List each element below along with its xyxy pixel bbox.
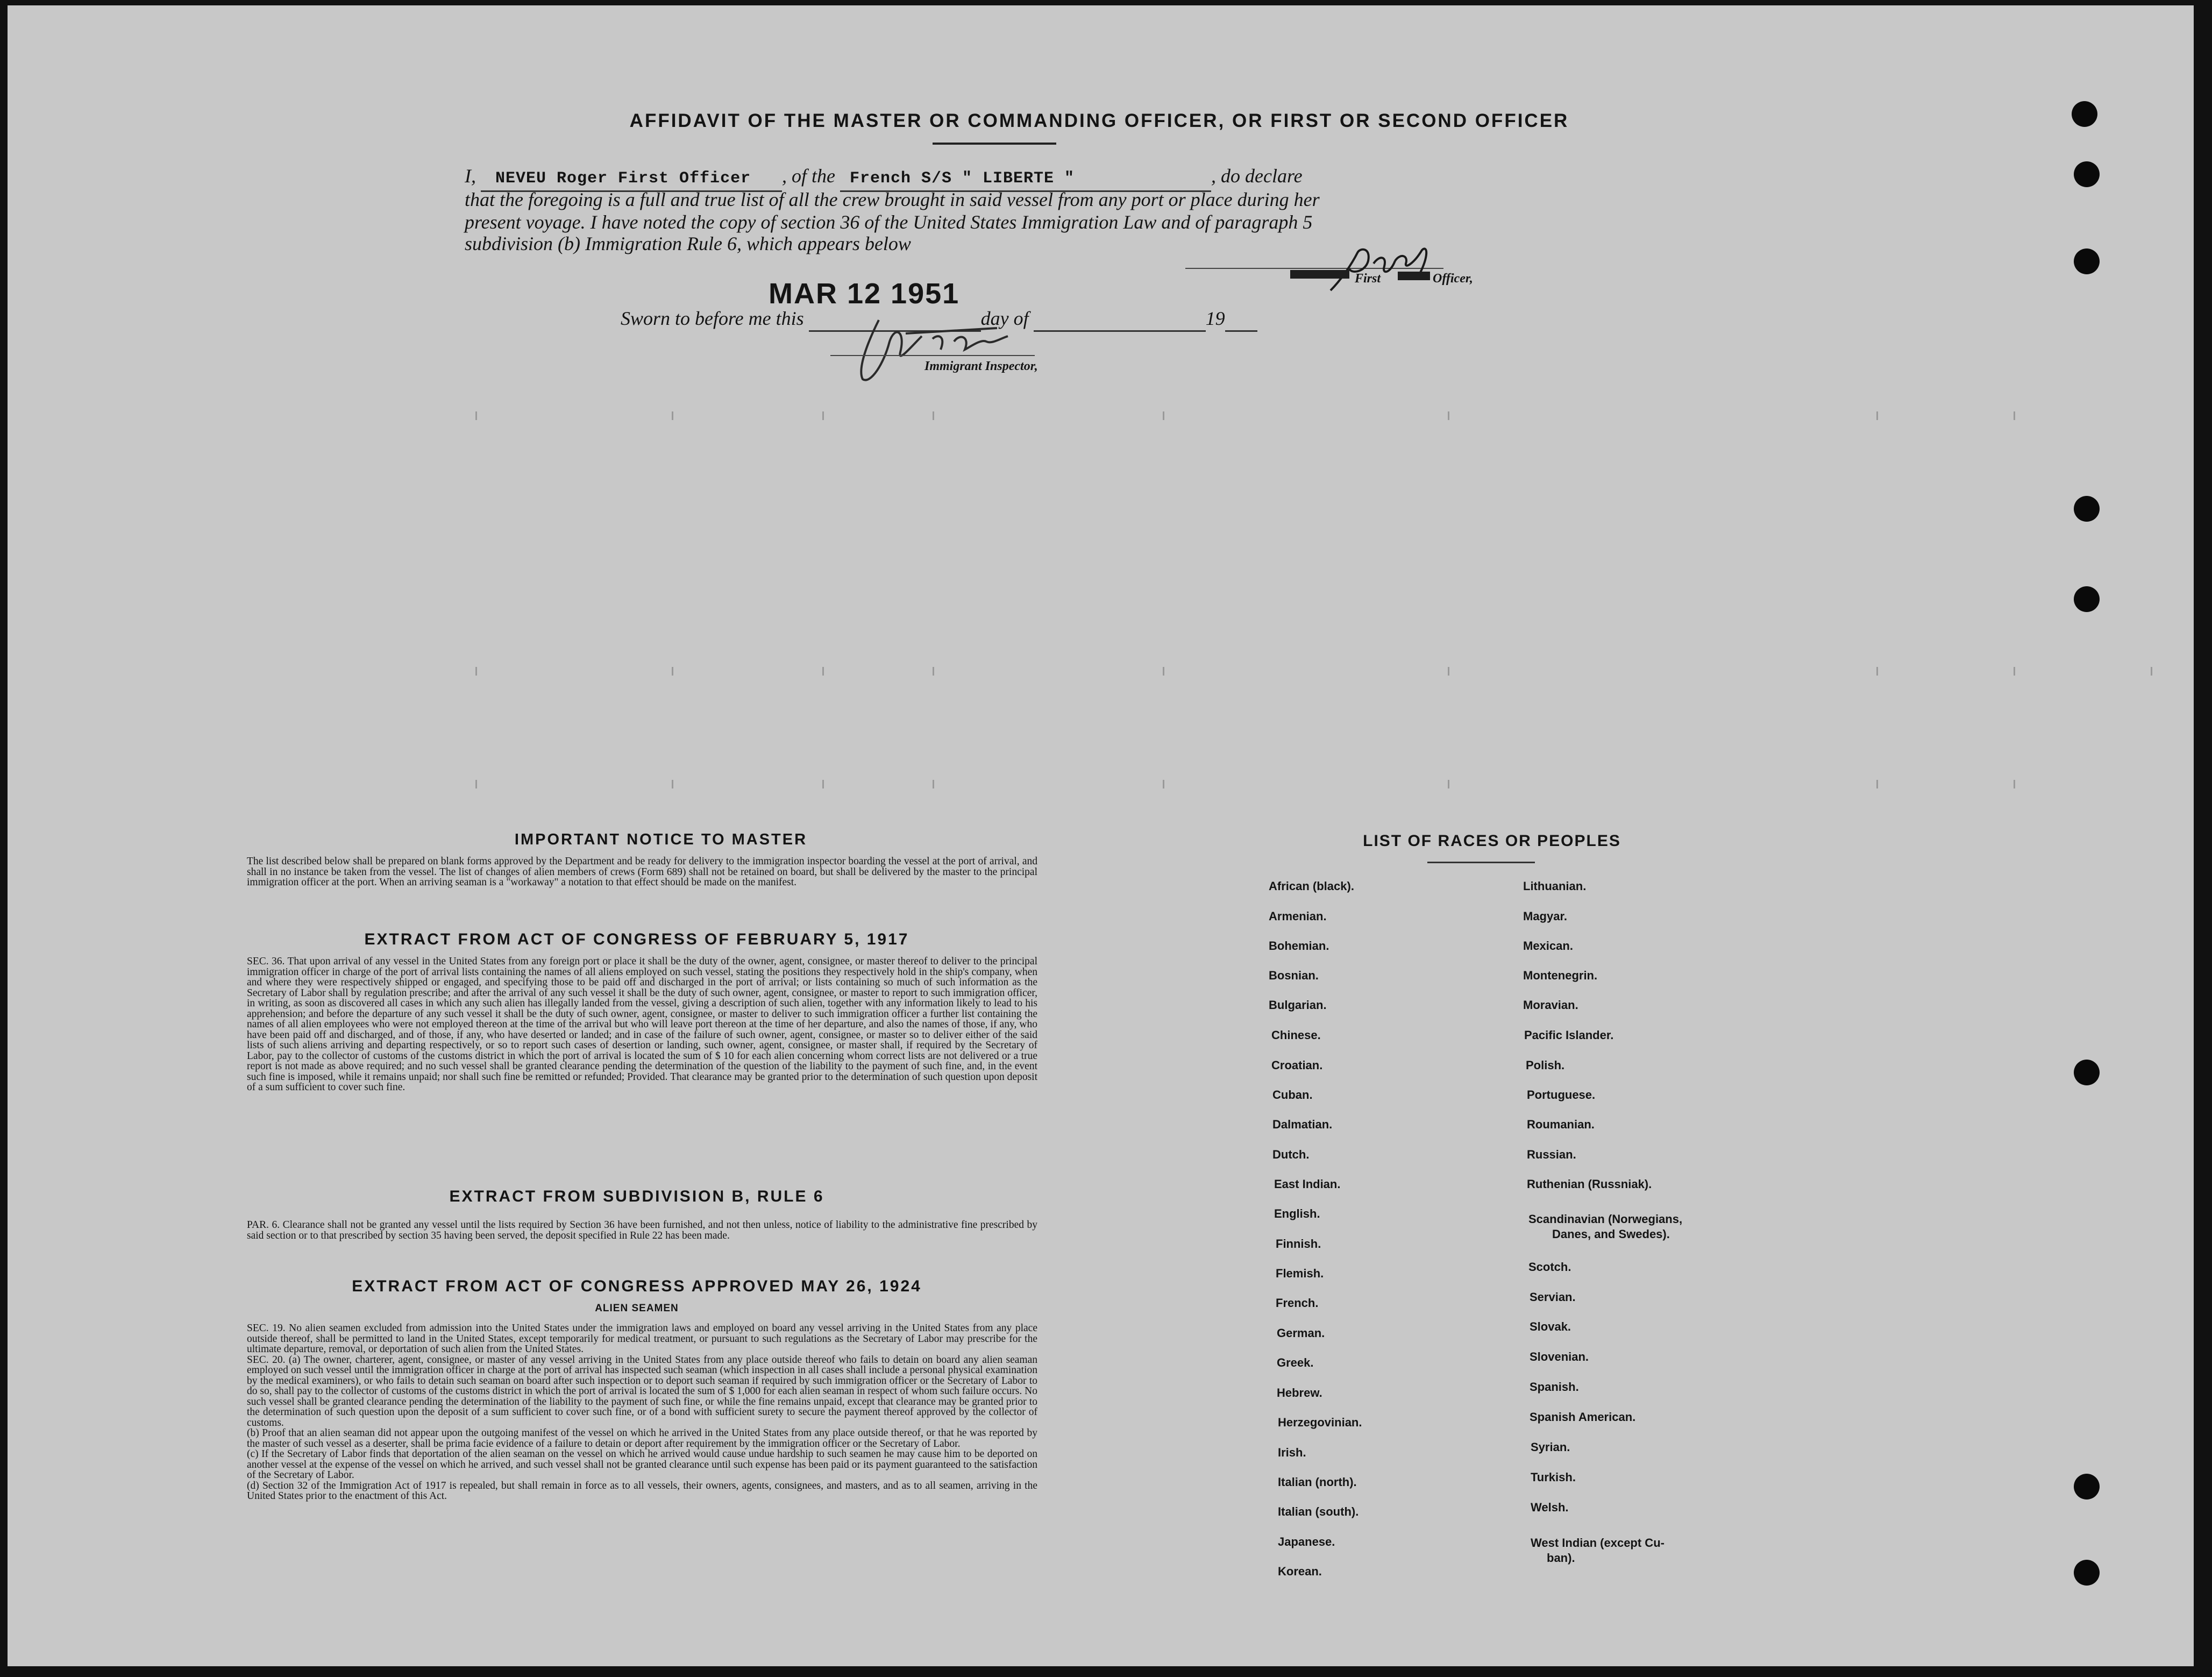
extract-1917-title: EXTRACT FROM ACT OF CONGRESS OF FEBRUARY 5, 1917 (364, 930, 909, 948)
sworn-month-field (1034, 307, 1206, 332)
redaction-bar-2 (1398, 272, 1430, 280)
title-underline (933, 143, 1056, 145)
affidavit-line-3: present voyage. I have noted the copy of section 36 of the United States Immigration Law and of paragraph 5 (465, 211, 1313, 233)
race-item: Finnish. (1276, 1237, 1321, 1250)
race-item: Slovak. (1530, 1320, 1571, 1333)
subdivision-b-title: EXTRACT FROM SUBDIVISION B, RULE 6 (449, 1188, 824, 1205)
sec-19-text: SEC. 19. No alien seamen excluded from admission into the United States under the immigration laws and employed on board any vessel arriving in the United States from any place outside thereof, shall be permitted to land in the United States, except temporarily for medical treatment, or pursuant to such regulations as the Secretary of Labor may prescribe for the ultimate departure, removal, or deportation of such alien from the United States. (247, 1323, 1037, 1355)
race-item: Montenegrin. (1523, 969, 1598, 982)
affidavit-title: AFFIDAVIT OF THE MASTER OR COMMANDING OFFICER, OR FIRST OR SECOND OFFICER (629, 110, 1569, 131)
sec-20b-text: (b) Proof that an alien seaman did not appear upon the outgoing manifest of the vessel on which he arrived in the United States from any place outside thereof, or that he was reported by the master of such vessel as a deserter, shall be prima facie evidence of a failure to detain or deport after requirement by the immigration officer or the Secretary of Labor. (247, 1427, 1037, 1449)
year-prefix: 19 (1205, 308, 1225, 329)
tick (475, 667, 477, 676)
punch-hole (2074, 496, 2100, 522)
race-item: Irish. (1278, 1446, 1306, 1459)
tick (475, 411, 477, 420)
tick (1448, 411, 1449, 420)
race-item: Croatian. (1271, 1058, 1323, 1072)
race-item: Mexican. (1523, 939, 1573, 953)
race-item: Bulgarian. (1269, 998, 1327, 1012)
tick (1163, 411, 1164, 420)
tick (933, 411, 934, 420)
races-title-underline (1427, 862, 1535, 863)
race-item: Slovenian. (1530, 1350, 1589, 1363)
date-stamp: MAR 12 1951 (769, 278, 960, 310)
race-item: German. (1277, 1326, 1325, 1340)
punch-hole (2074, 1474, 2100, 1500)
race-item: Spanish American. (1530, 1410, 1636, 1424)
extract-1917-text: SEC. 36. That upon arrival of any vessel in the United States from any foreign port or place it shall be the duty of the owner, agent, consignee, or master thereof to deliver to the principal immigration officer in charge of the port of arrival lists containing the names of all aliens employed on such vessel, stating the positions they respectively hold in the ship's company, when and where they were respectively shipped or engaged, and specifying those to be paid off and discharged in the port of arrival; or lists containing so much of such information as the Secretary of Labor shall by regulation prescribe; and after the arrival of any such vessel it shall be the duty of such owner, agent, consignee, or master to report to such immigration officer, in writing, as soon as discovered all cases in which any such alien has illegally landed from the vessel, giving a description of such alien, together with any information likely to lead to his apprehension; and before the departure of any such vessel it shall be the duty of such owner, agent, consignee, or master to deliver to such immigration officer a further list containing the names of all alien employees who were not employed thereon at the time of the arrival but who will leave port thereon at the time of her departure, and also the names of those, if any, who have been paid off and discharged, and of those, if any, who have deserted or landed; and in case of the failure of such owner, agent, consignee, or master so to deliver either of the said lists of such aliens arriving and departing respectively, or so to report such cases of desertion or landing, such owner, agent, consignee, or master shall, if required by the Secretary of Labor, pay to the collector of customs of the customs district in which the port of arrival is located the sum of $ 10 for each alien concerning whom correct lists are not delivered or a true report is not made as above required; and no such vessel shall be granted clearance pending the determination of the question of the liability to the payment of such fine, and, in the event such fine is imposed, while it remains unpaid; nor shall such fine be remitted or refunded; Provided. That clearance may be granted prior to the determination of such question upon deposit of a sum sufficient to cover such fine. (247, 956, 1037, 1093)
affidavit-line-4: subdivision (b) Immigration Rule 6, which appears below (465, 233, 911, 254)
tick (475, 780, 477, 788)
tick (1876, 780, 1878, 788)
race-item: Hebrew. (1277, 1386, 1322, 1399)
race-item: Dutch. (1272, 1148, 1310, 1161)
punch-hole (2072, 101, 2097, 127)
punch-hole (2074, 586, 2100, 612)
vessel-name: French S/S " LIBERTE " (849, 169, 1075, 188)
sec-20a-text: SEC. 20. (a) The owner, charterer, agent, consignee, or master of any vessel arriving in the United States from any place outside thereof who fails to detain on board any alien seaman employed on such vessel until the immigration officer in charge at the port of arrival has inspected such seaman (which inspection in all cases shall include a personal physical examination by the medical examiners), or who fails to detain such seaman on board after such inspection or to deport such seaman if required by such immigration officer or the Secretary of Labor to do so, shall pay to the collector of customs of the customs district in which the port of arrival is located the sum of $ 1,000 for each alien seaman in respect of whom such failure occurs. No such vessel shall be granted clearance pending the determination of the liability to the payment of such fine, or while the fine remains unpaid, except that clearance may be granted prior to the determination of such question upon the deposit of a sum sufficient to cover such fine, or of a bond with sufficient surety to secure the payment thereof approved by the collector of customs. (247, 1354, 1037, 1429)
race-item: East Indian. (1274, 1177, 1341, 1191)
tick (1163, 667, 1164, 676)
tick (933, 780, 934, 788)
race-item: Moravian. (1523, 998, 1578, 1012)
race-item: Pacific Islander. (1524, 1028, 1614, 1042)
race-item: Portuguese. (1527, 1088, 1596, 1102)
day-of-text: day of (980, 308, 1029, 329)
extract-1924-title: EXTRACT FROM ACT OF CONGRESS APPROVED MAY 26, 1924 (352, 1277, 922, 1295)
tick (933, 667, 934, 676)
race-item-continuation: ban). (1547, 1551, 1575, 1565)
race-item: Lithuanian. (1523, 879, 1587, 893)
race-item: French. (1276, 1296, 1319, 1310)
race-item: Chinese. (1271, 1028, 1321, 1042)
race-item: Polish. (1526, 1058, 1565, 1072)
tick (2014, 667, 2015, 676)
officer-name: NEVEU Roger First Officer (495, 169, 751, 188)
declare-text: , do declare (1211, 165, 1303, 187)
sec-20d-text: (d) Section 32 of the Immigration Act of 1917 is repealed, but shall remain in force as to all vessels, their owners, agents, consignees, and masters, and as to all seamen, arriving in the United States prior to the enactment of this Act. (247, 1480, 1037, 1502)
race-item: Ruthenian (Russniak). (1527, 1177, 1652, 1191)
race-item: African (black). (1269, 879, 1354, 893)
race-item: Spanish. (1530, 1380, 1579, 1394)
inspector-caption: Immigrant Inspector, (924, 359, 1038, 373)
race-item: West Indian (except Cu- (1531, 1536, 1665, 1550)
race-item: Magyar. (1523, 909, 1567, 923)
notice-title: IMPORTANT NOTICE TO MASTER (514, 831, 808, 848)
punch-hole (2074, 1060, 2100, 1085)
race-item: Italian (north). (1278, 1475, 1357, 1489)
punch-hole (2074, 1560, 2100, 1586)
race-item: Japanese. (1278, 1535, 1335, 1548)
of-the-text: , of the (782, 165, 835, 187)
tick (822, 667, 824, 676)
tick (672, 667, 673, 676)
sworn-text: Sworn to before me this (621, 308, 804, 329)
race-item: Welsh. (1531, 1501, 1569, 1514)
race-item: Korean. (1278, 1565, 1322, 1578)
race-item: Roumanian. (1527, 1118, 1595, 1131)
race-item: Scotch. (1528, 1260, 1571, 1274)
race-item: English. (1274, 1207, 1320, 1220)
tick (672, 411, 673, 420)
race-item-continuation: Danes, and Swedes). (1552, 1227, 1670, 1241)
sec-20c-text: (c) If the Secretary of Labor finds that deportation of the alien seaman on the vessel on which he arrived would cause undue hardship to such seamen he may cause him to be deported on another vessel at the expense of the vessel on which he arrived, and such vessel shall not be granted clearance until such expense has been paid or its payment guaranteed to the satisfaction of the Secretary of Labor. (247, 1448, 1037, 1481)
tick (1876, 667, 1878, 676)
race-item: Armenian. (1269, 909, 1327, 923)
officer-caption-first: First (1355, 272, 1381, 286)
tick (1448, 780, 1449, 788)
tick (822, 411, 824, 420)
officer-signature (1320, 231, 1438, 301)
alien-seamen-subtitle: ALIEN SEAMEN (595, 1303, 679, 1314)
officer-caption-officer: Officer, (1433, 272, 1473, 286)
race-item: Bosnian. (1269, 969, 1319, 982)
affidavit-prefix: I, (465, 165, 476, 187)
extract-1924-body (247, 1323, 1037, 1502)
tick (1163, 780, 1164, 788)
subdivision-b-text: PAR. 6. Clearance shall not be granted any vessel until the lists required by Section 36 have been furnished, and not then unless, notice of liability to the administrative fine prescribed by said section or to that prescribed by section 35 having been served, the deposit specified in Rule 22 has been made. (247, 1219, 1037, 1241)
tick (1876, 411, 1878, 420)
race-item: Herzegovinian. (1278, 1416, 1362, 1429)
year-field (1225, 307, 1257, 332)
affidavit-line-2: that the foregoing is a full and true list of all the crew brought in said vessel from any port or place during her (465, 189, 1320, 210)
race-item: Italian (south). (1278, 1505, 1359, 1518)
tick (1448, 667, 1449, 676)
tick (2014, 780, 2015, 788)
race-item: Servian. (1530, 1290, 1576, 1304)
tick (2151, 667, 2152, 676)
race-item: Scandinavian (Norwegians, (1528, 1212, 1683, 1226)
tick (672, 780, 673, 788)
tick (2014, 411, 2015, 420)
race-item: Russian. (1527, 1148, 1576, 1161)
race-item: Bohemian. (1269, 939, 1329, 953)
inspector-signature (847, 309, 1051, 390)
race-item: Flemish. (1276, 1267, 1324, 1280)
punch-hole (2074, 161, 2100, 187)
race-item: Syrian. (1531, 1440, 1570, 1454)
inspector-signature-line (830, 355, 1035, 356)
races-title: LIST OF RACES OR PEOPLES (1363, 832, 1621, 850)
punch-hole (2074, 248, 2100, 274)
tick (822, 780, 824, 788)
race-item: Greek. (1277, 1356, 1314, 1369)
race-item: Turkish. (1531, 1470, 1576, 1484)
race-item: Cuban. (1272, 1088, 1313, 1102)
redaction-bar (1290, 270, 1349, 279)
race-item: Dalmatian. (1272, 1118, 1333, 1131)
notice-text: The list described below shall be prepared on blank forms approved by the Department and be ready for delivery to the immigration inspector boarding the vessel at the port of arrival, and shall in no instance be taken from the vessel. The list of changes of alien members of crews (Form 689) shall not be retained on board, but shall be delivered by the master to the principal immigration officer at the port. When an arriving seaman is a "workaway" a notation to that effect should be made on the manifest. (247, 856, 1037, 888)
